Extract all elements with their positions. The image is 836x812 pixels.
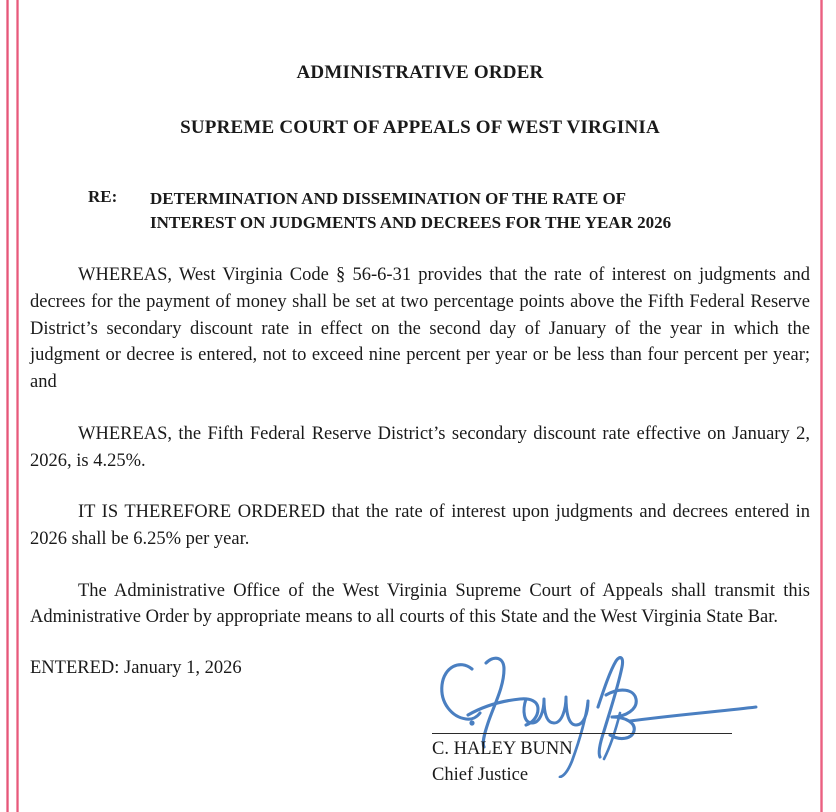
re-subject-line-1: DETERMINATION AND DISSEMINATION OF THE RATE OF: [150, 189, 627, 208]
paragraph-transmission: The Administrative Office of the West Virginia Supreme Court of Appeals shall transmit this Administrative Order by appropriate means to all courts of this State and the West Virginia State Bar.: [30, 580, 810, 628]
paragraph-whereas-discount-rate: WHEREAS, the Fifth Federal Reserve District’s secondary discount rate effective on January 2, 2026, is 4.25%.: [30, 423, 810, 471]
signature-rule-line: [432, 733, 732, 734]
issuing-court-title: SUPREME COURT OF APPEALS OF WEST VIRGINIA: [180, 117, 660, 138]
re-label: RE:: [88, 187, 118, 206]
scan-edge-line-left-outer: [6, 0, 9, 812]
re-subject-text: [150, 187, 810, 235]
signatory-title: Chief Justice: [432, 765, 529, 785]
document-title: ADMINISTRATIVE ORDER: [296, 62, 544, 83]
scan-edge-line-right: [820, 0, 823, 812]
signatory-name: C. HALEY BUNN: [432, 739, 573, 759]
re-subject-line-2: INTEREST ON JUDGMENTS AND DECREES FOR THE YEAR 2026: [150, 213, 672, 233]
re-subject-block: [30, 187, 810, 235]
scan-edge-line-left-inner: [16, 0, 19, 812]
entered-date-line: ENTERED: January 1, 2026: [30, 658, 242, 679]
paragraph-ordered-rate: IT IS THEREFORE ORDERED that the rate of interest upon judgments and decrees entered in 2026 shall be 6.25% per year.: [30, 502, 810, 549]
document-content: [30, 0, 810, 812]
paragraph-whereas-code: WHEREAS, West Virginia Code § 56-6-31 provides that the rate of interest on judgments and decrees for the payment of money shall be set at two percentage points above the Fifth Federal Reserve District’s secondary discount rate in effect on the second day of January of the year in which the judgment or decree is entered, not to exceed nine percent per year or be less than four percent per year; and: [30, 265, 810, 393]
